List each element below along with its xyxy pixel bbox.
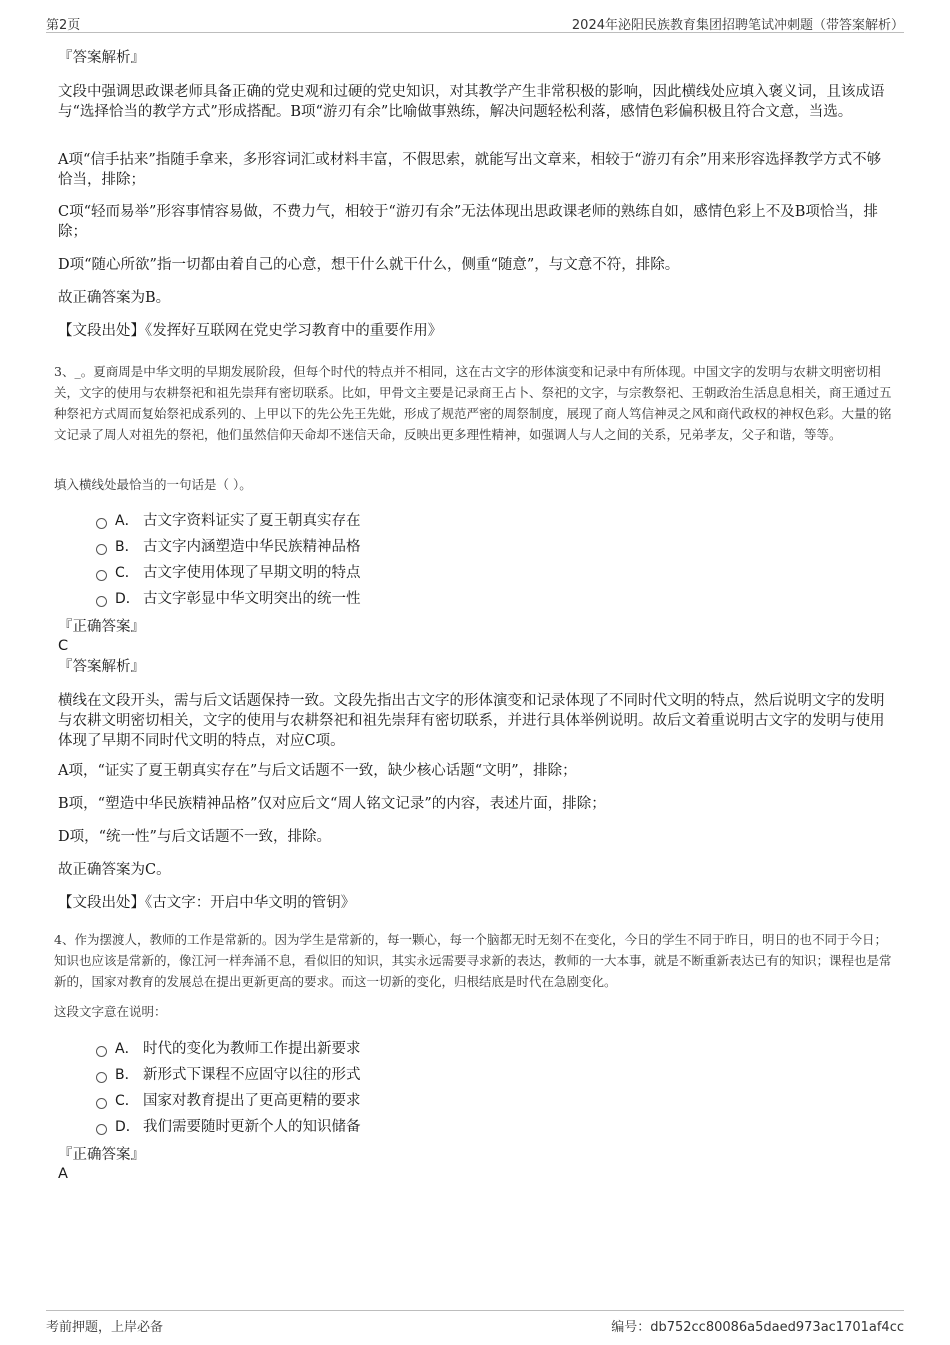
q2-analysis-p3: C项“轻而易举”形容事情容易做，不费力气，相较于“游刃有余”无法体现出思政课老师的熟练自如，感情色彩上不及B项恰当，排除； [58,204,878,240]
q2-source: 【文段出处】《发挥好互联网在党史学习教育中的重要作用》 [58,323,443,339]
page-number: 第2页 [46,18,81,33]
q3-analysis-p2: A项，“证实了夏王朝真实存在”与后文话题不一致，缺少核心话题“文明”，排除； [58,763,577,779]
q4-prompt: 这段文字意在说明： [54,1004,167,1019]
q3-analysis-p4: D项，“统一性”与后文话题不一致，排除。 [58,829,331,845]
q3-correct-answer: C [58,638,69,654]
q4-correct-answer: A [58,1166,68,1182]
radio-icon[interactable] [96,596,107,607]
q2-analysis-p2: A项“信手拈来”指随手拿来，多形容词汇或材料丰富，不假思索，就能写出文章来，相较于“游刃有余”用来形容选择教学方式不够恰当，排除； [58,152,882,188]
q4-stem: 4、作为摆渡人，教师的工作是常新的。因为学生是常新的，每一颗心，每一个脑都无时无刻不在变化，今日的学生不同于昨日，明日的也不同于今日；知识也应该是常新的，像江河一样奔涌不息，看似旧的知识，其实永远需要寻求新的表达，教师的一大本事，就是不断重新表达已有的知识；课程也是常新的，国家对教育的发展总在提出更新更高的要求。而这一切新的变化，归根结底是时代在急剧变化。 [54,932,892,989]
q2-analysis-label: 『答案解析』 [58,50,145,66]
radio-icon[interactable] [96,1124,107,1135]
q3-source: 【文段出处】《古文字：开启中华文明的管钥》 [58,895,356,911]
q3-option-b[interactable]: B． 古文字内涵塑造中华民族精神品格 [96,537,361,557]
radio-icon[interactable] [96,1046,107,1057]
q2-analysis-p1: 文段中强调思政课老师具备正确的党史观和过硬的党史知识，对其教学产生非常积极的影响，因此横线处应填入褒义词，且该成语与“选择恰当的教学方式”形成搭配。B项“游刃有余”比喻做事熟练，解决问题轻松利落，感情色彩偏积极且符合文意，当选。 [58,84,885,120]
q2-analysis-p4: D项“随心所欲”指一切都由着自己的心意，想干什么就干什么，侧重“随意”，与文意不符，排除。 [58,257,680,273]
page-header [46,14,904,33]
q3-correct-label: 『正确答案』 [58,619,145,635]
q4-option-a[interactable]: A． 时代的变化为教师工作提出新要求 [96,1039,361,1059]
q3-analysis-p3: B项，“塑造中华民族精神品格”仅对应后文“周人铭文记录”的内容，表述片面，排除； [58,796,606,812]
document-id: 编号：db752cc80086a5daed973ac1701af4cc [611,1320,904,1335]
radio-icon[interactable] [96,570,107,581]
q3-analysis-label: 『答案解析』 [58,659,145,675]
q3-option-d[interactable]: D． 古文字彰显中华文明突出的统一性 [96,589,361,609]
radio-icon[interactable] [96,518,107,529]
footer-slogan: 考前押题，上岸必备 [46,1320,164,1335]
page-footer [46,1310,904,1333]
document-title: 2024年泌阳民族教育集团招聘笔试冲刺题（带答案解析） [571,18,904,33]
q3-stem: 3、_。夏商周是中华文明的早期发展阶段，但每个时代的特点并不相同，这在古文字的形体演变和记录中有所体现。中国文字的发明与农耕文明密切相关，文字的使用与农耕祭祀和祖先崇拜有密切联系。比如，甲骨文主要是记录商王占卜、祭祀的文字，与宗教祭祀、王朝政治生活息息相关，商王通过五种祭祀方式周而复始祭祀成系列的、上甲以下的先公先王先妣，形成了规范严密的周祭制度，展现了商人笃信神灵之风和商代政权的神权色彩。大量的铭文记录了周人对祖先的祭祀，他们虽然信仰天命却不迷信天命，反映出更多理性精神，如强调人与人之间的关系，兄弟孝友，父子和谐，等等。 [54,364,892,442]
q4-option-d[interactable]: D． 我们需要随时更新个人的知识储备 [96,1117,361,1137]
q4-option-b[interactable]: B． 新形式下课程不应固守以往的形式 [96,1065,361,1085]
q4-correct-label: 『正确答案』 [58,1147,145,1163]
radio-icon[interactable] [96,1098,107,1109]
q3-prompt: 填入横线处最恰当的一句话是（ ）。 [54,477,252,492]
q4-option-c[interactable]: C． 国家对教育提出了更高更精的要求 [96,1091,361,1111]
q3-conclusion: 故正确答案为C。 [58,862,171,878]
q3-option-c[interactable]: C． 古文字使用体现了早期文明的特点 [96,563,361,583]
q2-conclusion: 故正确答案为B。 [58,290,171,306]
q3-analysis-p1: 横线在文段开头，需与后文话题保持一致。文段先指出古文字的形体演变和记录体现了不同时代文明的特点，然后说明文字的发明与农耕文明密切相关，文字的使用与农耕祭祀和祖先崇拜有密切联系，并进行具体举例说明。故后文着重说明古文字的发明与使用体现了早期不同时代文明的特点，对应C项。 [58,693,885,749]
q3-option-a[interactable]: A． 古文字资料证实了夏王朝真实存在 [96,511,361,531]
radio-icon[interactable] [96,544,107,555]
radio-icon[interactable] [96,1072,107,1083]
